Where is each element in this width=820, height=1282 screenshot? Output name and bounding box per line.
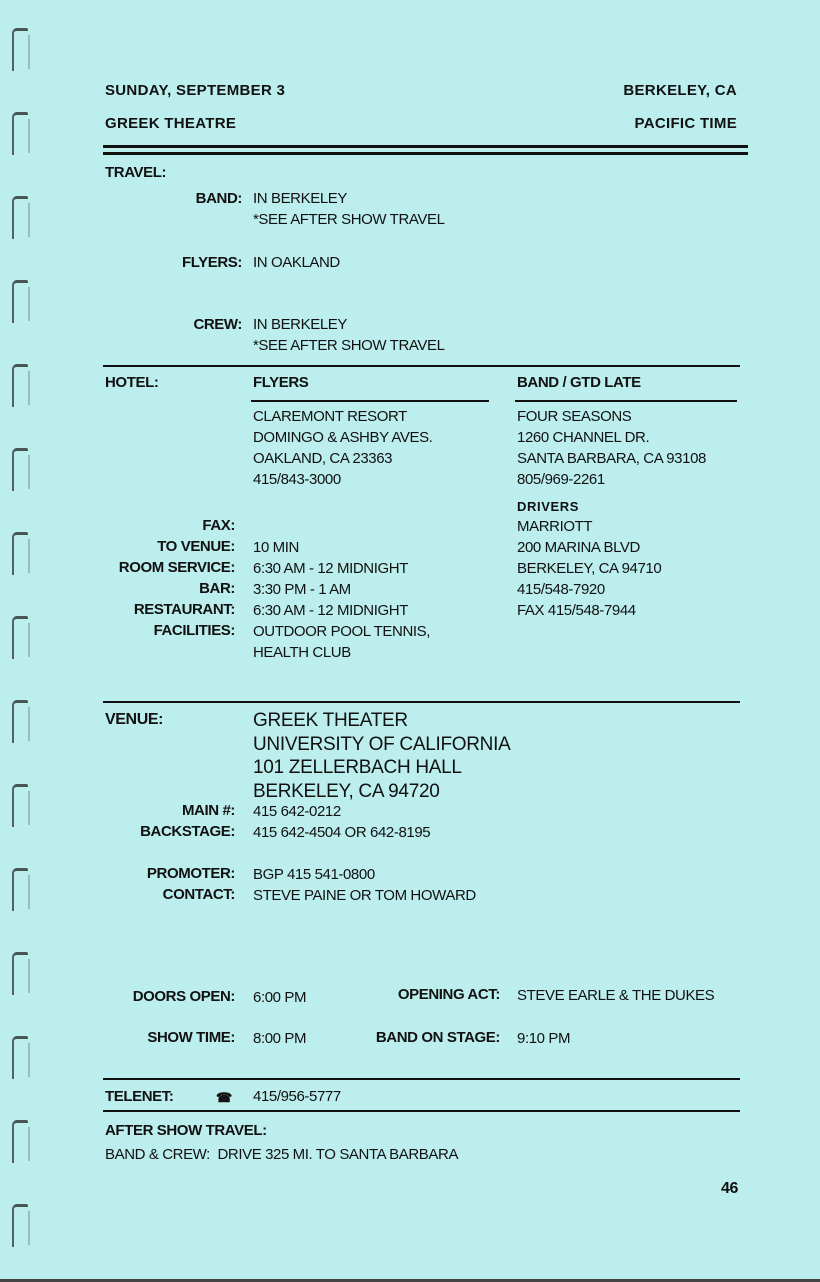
header-venue-name: GREEK THEATRE [105,115,237,132]
hotel-room-service-value: 6:30 AM - 12 MIDNIGHT [253,560,408,577]
venue-backstage-label: BACKSTAGE: [140,823,235,840]
binder-ring [12,28,28,71]
band-hotel-line-3: SANTA BARBARA, CA 93108 [517,450,706,467]
binder-ring [12,868,28,911]
header-timezone: PACIFIC TIME [634,115,737,132]
header-city: BERKELEY, CA [623,82,737,99]
venue-address-line-3: 101 ZELLERBACH HALL [253,757,462,778]
after-show-rule [103,1110,740,1112]
doors-open-label: DOORS OPEN: [132,988,235,1005]
venue-heading: VENUE: [105,711,164,728]
hotel-fax-label: FAX: [202,517,235,534]
hotel-flyers-underline [251,400,489,402]
page-number: 46 [721,1180,738,1197]
venue-rule [103,701,740,703]
binder-ring [12,1204,28,1247]
binder-ring [12,1036,28,1079]
venue-promoter-value: BGP 415 541-0800 [253,866,375,883]
travel-crew-line-2: *SEE AFTER SHOW TRAVEL [253,337,445,354]
travel-band-label: BAND: [195,190,242,207]
venue-contact-value: STEVE PAINE OR TOM HOWARD [253,887,476,904]
travel-flyers-line-1: IN OAKLAND [253,254,340,271]
telenet-label: TELENET: [105,1088,174,1105]
hotel-restaurant-label: RESTAURANT: [133,601,235,618]
binder-ring [12,364,28,407]
hotel-room-service-label: ROOM SERVICE: [118,559,235,576]
flyers-hotel-line-3: OAKLAND, CA 23363 [253,450,393,467]
venue-address-line-1: GREEK THEATER [253,710,408,731]
drivers-heading: DRIVERS [517,499,579,514]
venue-address-line-4: BERKELEY, CA 94720 [253,781,440,802]
drivers-line-5: FAX 415/548-7944 [517,602,636,619]
venue-backstage-value: 415 642-4504 OR 642-8195 [253,824,431,841]
venue-address-line-2: UNIVERSITY OF CALIFORNIA [253,734,511,755]
doors-open-value: 6:00 PM [253,989,307,1006]
binder-ring [12,616,28,659]
after-show-line: BAND & CREW: DRIVE 325 MI. TO SANTA BARBARA [105,1146,459,1163]
opening-act-value: STEVE EARLE & THE DUKES [517,987,715,1004]
show-time-label: SHOW TIME: [147,1029,235,1046]
drivers-line-2: 200 MARINA BLVD [517,539,640,556]
binder-ring [12,700,28,743]
binder-ring [12,196,28,239]
drivers-line-1: MARRIOTT [517,518,593,535]
binder-ring [12,280,28,323]
travel-heading: TRAVEL: [105,164,167,181]
flyers-hotel-line-4: 415/843-3000 [253,471,341,488]
after-show-heading: AFTER SHOW TRAVEL: [105,1122,267,1139]
telenet-value: 415/956-5777 [253,1088,341,1105]
hotel-flyers-heading: FLYERS [253,374,309,391]
hotel-bar-value: 3:30 PM - 1 AM [253,581,351,598]
hotel-facilities-value: OUTDOOR POOL TENNIS, [253,623,431,640]
header-double-rule-top [103,145,748,148]
hotel-to-venue-value: 10 MIN [253,539,299,556]
opening-act-label: OPENING ACT: [397,986,500,1003]
flyers-hotel-line-2: DOMINGO & ASHBY AVES. [253,429,433,446]
telenet-rule-top [103,1078,740,1080]
band-on-stage-value: 9:10 PM [517,1030,571,1047]
venue-main-value: 415 642-0212 [253,803,341,820]
hotel-to-venue-label: TO VENUE: [157,538,235,555]
drivers-line-4: 415/548-7920 [517,581,605,598]
hotel-rule [103,365,740,367]
binder-ring [12,1120,28,1163]
band-hotel-line-4: 805/969-2261 [517,471,605,488]
binder-ring [12,112,28,155]
binder-ring [12,532,28,575]
hotel-band-underline [515,400,737,402]
flyers-hotel-line-1: CLAREMONT RESORT [253,408,407,425]
hotel-bar-label: BAR: [199,580,235,597]
binder-ring [12,784,28,827]
travel-crew-line-1: IN BERKELEY [253,316,347,333]
venue-promoter-label: PROMOTER: [146,865,235,882]
band-hotel-line-2: 1260 CHANNEL DR. [517,429,650,446]
travel-flyers-label: FLYERS: [182,254,242,271]
travel-band-line-1: IN BERKELEY [253,190,347,207]
band-on-stage-label: BAND ON STAGE: [375,1029,500,1046]
band-hotel-line-1: FOUR SEASONS [517,408,632,425]
binder-ring [12,952,28,995]
venue-main-label: MAIN #: [181,802,235,819]
binder-ring [12,448,28,491]
hotel-heading: HOTEL: [105,374,159,391]
venue-contact-label: CONTACT: [162,886,235,903]
travel-crew-label: CREW: [193,316,242,333]
header-date: SUNDAY, SEPTEMBER 3 [105,82,286,99]
hotel-facilities-label: FACILITIES: [153,622,235,639]
show-time-value: 8:00 PM [253,1030,307,1047]
telephone-icon: ☎ [216,1090,233,1105]
drivers-line-3: BERKELEY, CA 94710 [517,560,662,577]
hotel-facilities-cont: HEALTH CLUB [253,644,351,661]
hotel-band-heading: BAND / GTD LATE [517,374,641,391]
hotel-restaurant-value: 6:30 AM - 12 MIDNIGHT [253,602,408,619]
header-double-rule-bottom [103,152,748,155]
travel-band-line-2: *SEE AFTER SHOW TRAVEL [253,211,445,228]
